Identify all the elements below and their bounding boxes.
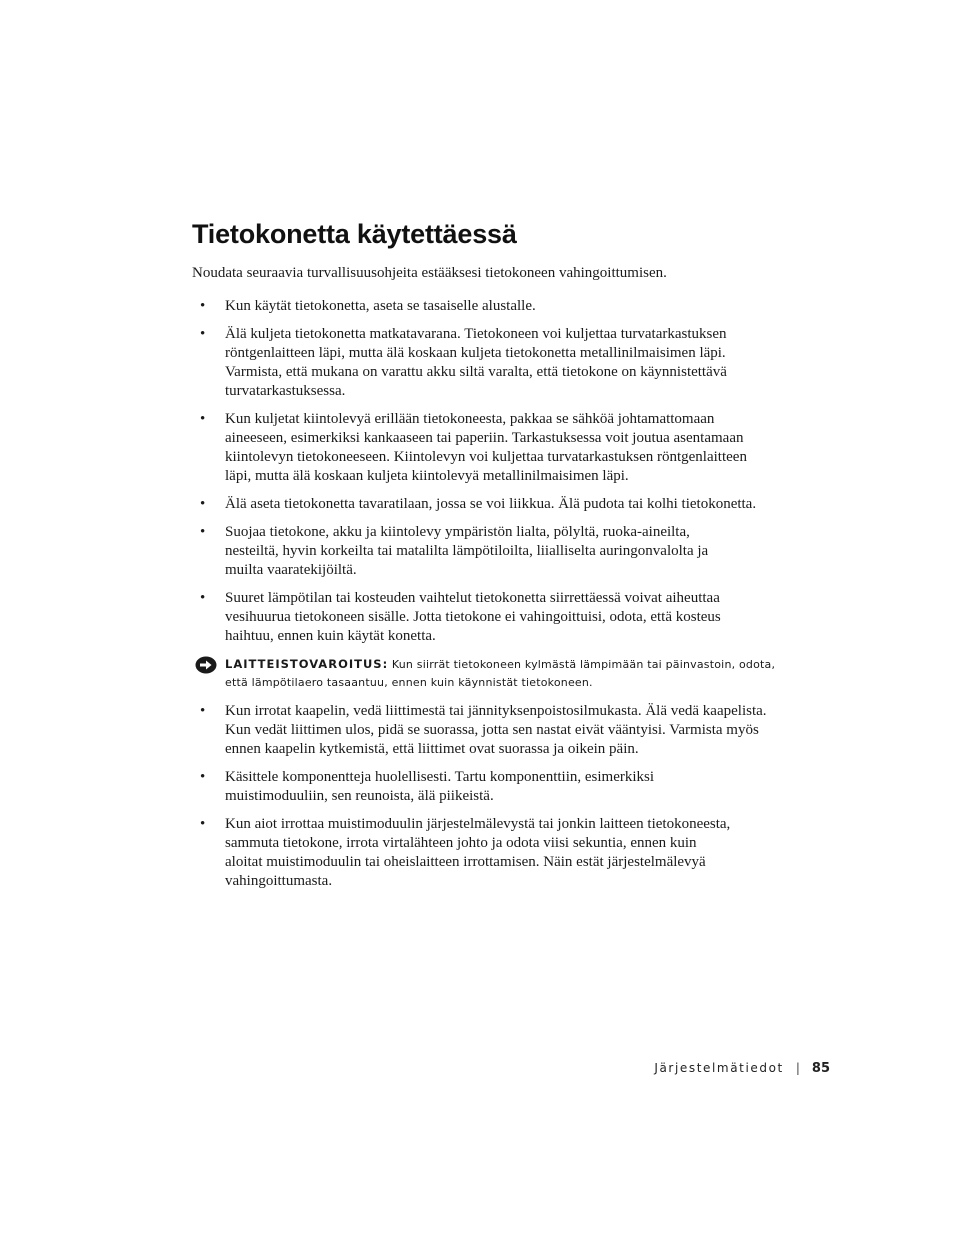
list-item-line: Suuret lämpötilan tai kosteuden vaihtelut tietokonetta siirrettäessä voivat aiheuttaa <box>225 590 720 606</box>
list-item-line: muistimoduuliin, sen reunoista, älä piikeistä. <box>225 788 494 804</box>
bullet: • <box>200 298 206 314</box>
bullet: • <box>200 524 206 540</box>
bullet: • <box>200 816 206 832</box>
list-item-line: turvatarkastuksessa. <box>225 383 346 399</box>
list-item <box>192 410 812 486</box>
bullet: • <box>200 703 206 719</box>
list-item-line: Älä kuljeta tietokonetta matkatavarana. Tietokoneen voi kuljettaa turvatarkastuksen <box>225 326 727 342</box>
bullet: • <box>200 769 206 785</box>
list-item <box>192 702 812 759</box>
list-item <box>192 523 812 580</box>
list-item-line: Kun vedät liittimen ulos, pidä se suorassa, jotta sen nastat eivät vääntyisi. Varmista myös <box>225 722 759 738</box>
page-number: 85 <box>811 1061 830 1076</box>
list-item-line: Käsittele komponentteja huolellisesti. Tartu komponenttiin, esimerkiksi <box>225 769 655 785</box>
notice-line-1 <box>225 655 812 674</box>
bullet: • <box>200 496 206 512</box>
precautions-list <box>192 297 812 900</box>
list-item-line: haihtuu, ennen kuin käytät konetta. <box>225 628 436 644</box>
footer-section-title: Järjestelmätiedot <box>654 1061 784 1075</box>
precautions-list-top <box>192 297 812 646</box>
page-footer <box>654 1061 830 1076</box>
list-item-line: vesihuurua tietokoneen sisälle. Jotta tietokone ei vahingoittuisi, odota, että kosteus <box>225 609 721 625</box>
bullet: • <box>200 411 206 427</box>
precautions-list-bottom <box>192 702 812 891</box>
list-item <box>192 297 812 316</box>
list-item-line: Kun käytät tietokonetta, aseta se tasaiselle alustalle. <box>225 298 536 314</box>
arrow-circle-icon <box>195 656 217 674</box>
list-item-line: vahingoittumasta. <box>225 873 333 889</box>
list-item-line: Varmista, että mukana on varattu akku siltä varalta, että tietokone on käynnistettävä <box>225 364 727 380</box>
notice-text-2: että lämpötilaero tasaantuu, ennen kuin käynnistät tietokoneen. <box>225 676 593 689</box>
list-item-line: aloitat muistimoduulin tai oheislaitteen irrottamisen. Näin estät järjestelmälevyä <box>225 854 706 870</box>
list-item-line: läpi, mutta älä koskaan kuljeta kiintolevyä metallinilmaisimen läpi. <box>225 468 629 484</box>
notice-text-1: Kun siirrät tietokoneen kylmästä lämpimään tai päinvastoin, odota, <box>391 658 776 671</box>
list-item-line: Kun irrotat kaapelin, vedä liittimestä tai jännityksenpoistosilmukasta. Älä vedä kaapelista. <box>225 703 767 719</box>
list-item-line: röntgenlaitteen läpi, mutta älä koskaan kuljeta tietokonetta metallinilmaisimen läpi. <box>225 345 726 361</box>
notice-label: LAITTEISTOVAROITUS: <box>225 657 389 671</box>
list-item-line: nesteiltä, hyvin korkeilta tai matalilta lämpötiloilta, liialliselta auringonvalolta ja <box>225 543 709 559</box>
list-item-line: Älä aseta tietokonetta tavaratilaan, jossa se voi liikkua. Älä pudota tai kolhi tietokonetta. <box>225 496 757 512</box>
list-item-line: aineeseen, esimerkiksi kankaaseen tai paperiin. Tarkastuksessa voit joutua asentamaan <box>225 430 744 446</box>
list-item-line: Kun kuljetat kiintolevyä erillään tietokoneesta, pakkaa se sähköä johtamattomaan <box>225 411 715 427</box>
list-item-line: muilta vaaratekijöiltä. <box>225 562 357 578</box>
list-item <box>192 589 812 646</box>
list-item-line: kiintolevyn tietokoneeseen. Kiintolevyn voi kuljettaa turvatarkastuksen röntgenlaitteen <box>225 449 747 465</box>
bullet: • <box>200 326 206 342</box>
list-item-line: sammuta tietokone, irrota virtalähteen johto ja odota viisi sekuntia, ennen kuin <box>225 835 697 851</box>
list-item-line: Kun aiot irrottaa muistimoduulin järjestelmälevystä tai jonkin laitteen tietokoneesta, <box>225 816 731 832</box>
hardware-notice <box>192 655 812 692</box>
list-item <box>192 768 812 806</box>
list-item-line: ennen kaapelin kytkemistä, että liittimet ovat suorassa ja oikein päin. <box>225 741 639 757</box>
list-item-line: Suojaa tietokone, akku ja kiintolevy ympäristön lialta, pölyltä, ruoka-aineilta, <box>225 524 690 540</box>
page-title: Tietokonetta käytettäessä <box>192 219 517 249</box>
intro-paragraph: Noudata seuraavia turvallisuusohjeita estääksesi tietokoneen vahingoittumisen. <box>192 265 667 281</box>
list-item <box>192 815 812 891</box>
list-item <box>192 325 812 401</box>
bullet: • <box>200 590 206 606</box>
footer-separator: | <box>795 1061 800 1075</box>
list-item <box>192 495 812 514</box>
